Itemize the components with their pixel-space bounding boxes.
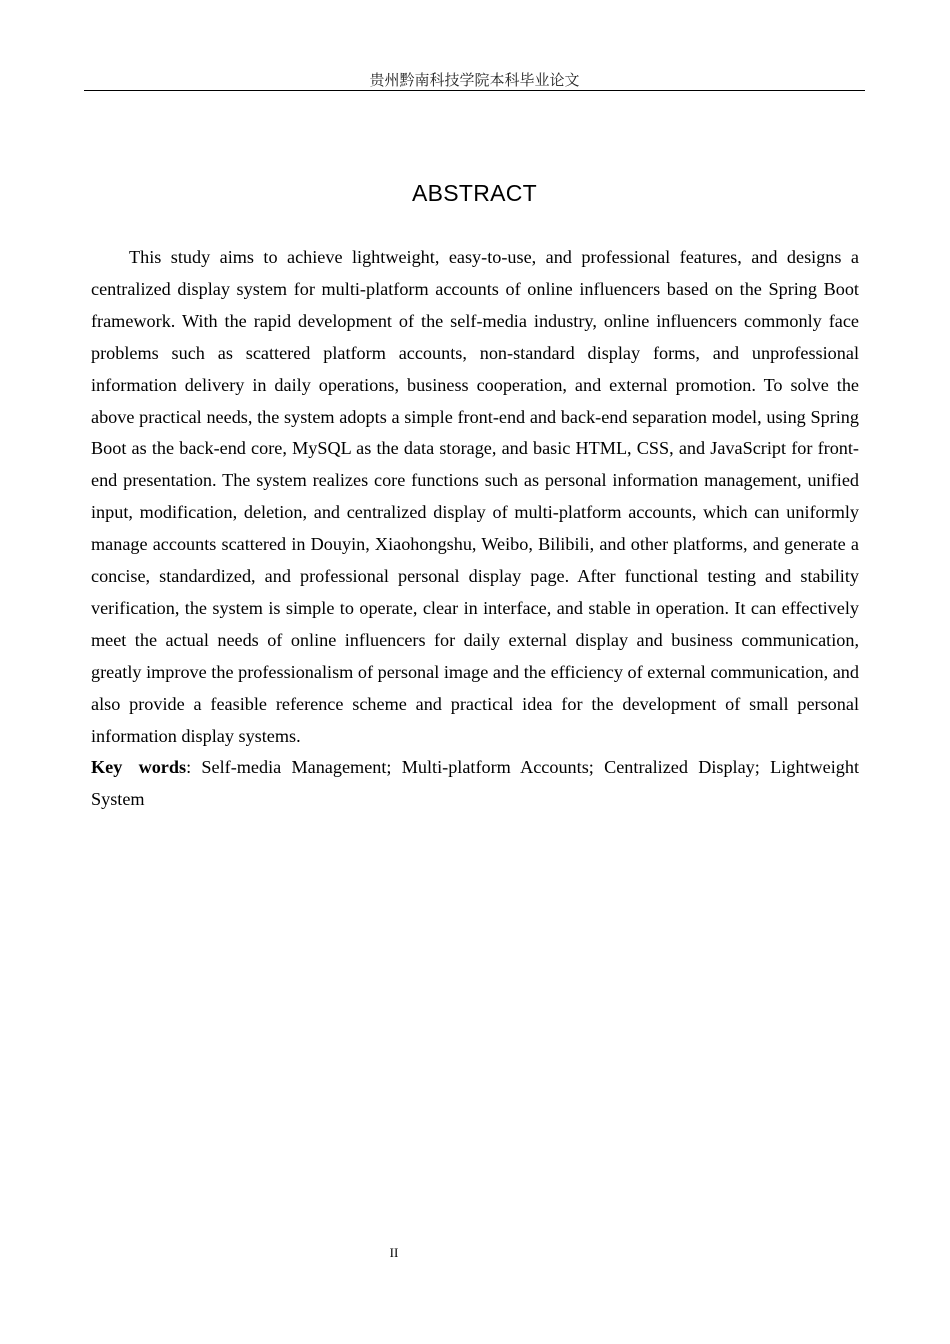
abstract-body: This study aims to achieve lightweight, easy-to-use, and professional features, and designs a centralized display system for multi-platform accounts of online influencers based on the Spring Boot framework. With the rapid development of the self-media industry, online influencers commonly face problems such as scattered platform accounts, non-standard display forms, and unprofessional information delivery in daily operations, business cooperation, and external promotion. To solve the above practical needs, the system adopts a simple front-end and back-end separation model, using Spring Boot as the back-end core, MySQL as the data storage, and basic HTML, CSS, and JavaScript for front-end presentation. The system realizes core functions such as personal information management, unified input, modification, deletion, and centralized display of multi-platform accounts, which can uniformly manage accounts scattered in Douyin, Xiaohongshu, Weibo, Bilibili, and other platforms, and generate a concise, standardized, and professional personal display page. After functional testing and stability verification, the system is simple to operate, clear in interface, and stable in operation. It can effectively meet the actual needs of online influencers for daily external display and business communication, greatly improve the professionalism of personal image and the efficiency of external communication, and also provide a feasible reference scheme and practical idea for the development of small personal information display systems. <box>91 247 859 746</box>
keywords-paragraph <box>91 752 859 816</box>
keywords-text: Self-media Management; Multi-platform Accounts; Centralized Display; Lightweight System <box>91 757 859 809</box>
header-rule <box>84 90 865 91</box>
page-number: II <box>389 1245 399 1260</box>
running-header: 贵州黔南科技学院本科毕业论文 <box>369 71 580 89</box>
abstract-title: ABSTRACT <box>411 180 538 206</box>
keywords-label: Key words <box>91 757 187 777</box>
keywords-separator: : <box>186 757 202 777</box>
